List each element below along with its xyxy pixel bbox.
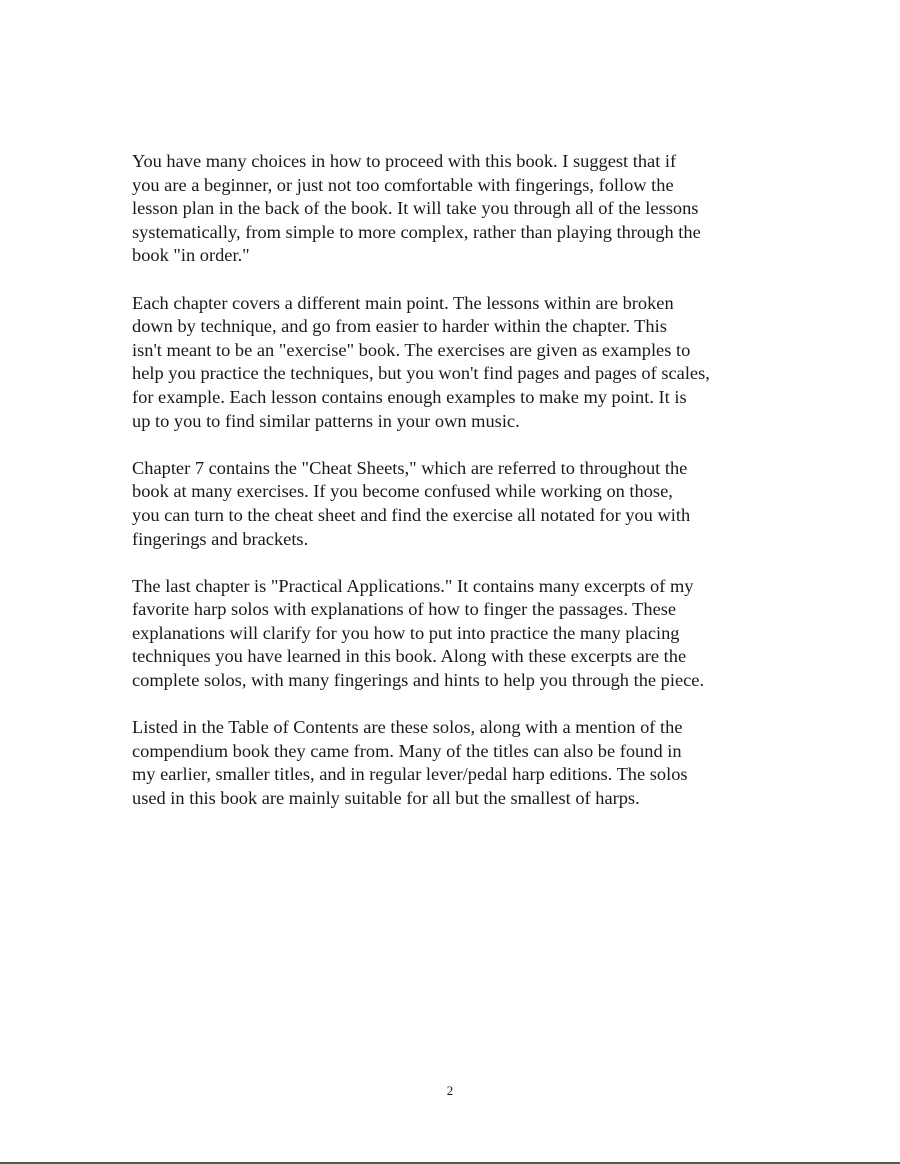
paragraph-chapter-structure: Each chapter covers a different main point. The lessons within are broken down by technique, and go from easier to harder within the chapter. This isn't meant to be an "exercise" book. The exercises are given as examples to help you practice the techniques, but you won't find pages and pages of scales, for example. Each lesson contains enough examples to make my point. It is up to you to find similar patterns in your own music. bbox=[132, 292, 710, 431]
body-text bbox=[132, 150, 772, 834]
paragraph-how-to-proceed: You have many choices in how to proceed with this book. I suggest that if you are a beginner, or just not too comfortable with fingerings, follow the lesson plan in the back of the book. It will take you through all of the lessons systematically, from simple to more complex, rather than playing through the book "in order." bbox=[132, 151, 701, 266]
paragraph-cheat-sheets: Chapter 7 contains the "Cheat Sheets," which are referred to throughout the book at many exercises. If you become confused while working on those, you can turn to the cheat sheet and find the exercise all notated for you with fingerings and brackets. bbox=[132, 457, 691, 549]
page-number: 2 bbox=[446, 1083, 454, 1098]
paragraph-table-of-contents: Listed in the Table of Contents are these solos, along with a mention of the compendium book they came from. Many of the titles can also be found in my earlier, smaller titles, and in regular lever/pedal harp editions. The solos used in this book are mainly suitable for all but the smallest of harps. bbox=[132, 717, 688, 809]
paragraph-practical-applications: The last chapter is "Practical Applications." It contains many excerpts of my favorite harp solos with explanations of how to finger the passages. These explanations will clarify for you how to put into practice the many placing techniques you have learned in this book. Along with these excerpts are the complete solos, with many fingerings and hints to help you through the piece. bbox=[132, 575, 705, 691]
